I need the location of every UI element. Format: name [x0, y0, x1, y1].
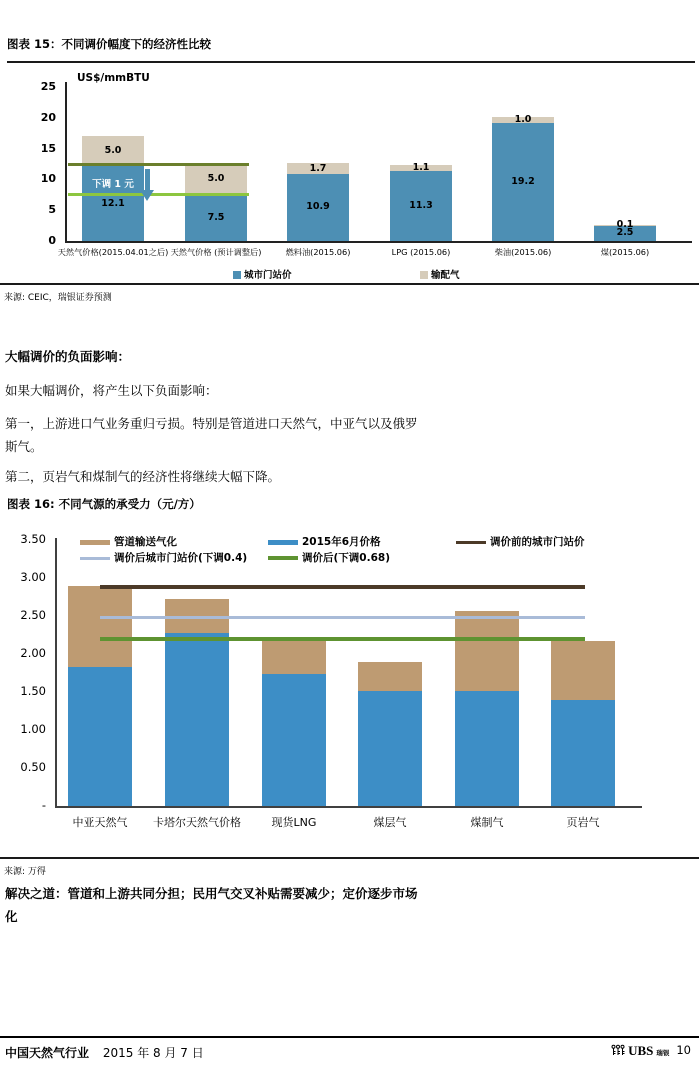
divider-fig15-source	[0, 283, 699, 285]
fig15-bar-value-label: 1.7	[309, 162, 327, 174]
fig16-title: 图表 16: 不同气源的承受力（元/方）	[7, 497, 201, 511]
footer-page-number: 10	[676, 1043, 691, 1057]
fig16-x-axis-label: 中亚天然气	[72, 816, 128, 829]
fig15-source: 来源: CEIC，瑞银证券预测	[4, 293, 112, 303]
fig15-bar-value-label: 10.9	[306, 201, 330, 213]
fig16-bar-segment-pipeline-gas	[358, 662, 422, 692]
fig16-y-tick-label: 0.50	[20, 760, 46, 774]
fig15-bar-value-label: 19.2	[511, 175, 535, 187]
divider-fig16-source	[0, 857, 699, 859]
fig16-y-tick-label: 3.50	[20, 532, 46, 546]
fig15-bar-value-label: 1.0	[514, 113, 532, 125]
fig16-legend-label-pipeline-gas: 管道输送气化	[114, 536, 177, 548]
fig16-y-tick-label: 1.00	[20, 722, 46, 736]
footer-brand-cn: 瑞银	[656, 1049, 670, 1057]
fig16-y-tick-label: -	[41, 798, 46, 812]
fig16-y-tick-label: 2.00	[20, 646, 46, 660]
fig15-pre-adjust-level-line	[68, 163, 249, 166]
fig16-bar-segment-june-price	[455, 691, 519, 806]
fig15-y-tick-label: 20	[40, 110, 56, 124]
fig15-bar-value-label: 0.1	[616, 219, 634, 231]
fig16-y-tick-label: 3.00	[20, 570, 46, 584]
divider-top	[7, 61, 695, 63]
fig15-y-axis-line	[65, 82, 67, 243]
fig16-bar-segment-june-price	[551, 700, 615, 806]
fig15-legend-label-transmission: 输配气	[431, 270, 460, 281]
fig16-x-axis-label: 页岩气	[566, 816, 600, 829]
fig16-chart	[0, 528, 699, 863]
fig15-x-axis-label: 天然气价格 (预计调整后)	[170, 247, 262, 257]
fig15-chart	[0, 70, 699, 270]
fig15-x-axis-label: 燃料油(2015.06)	[285, 247, 351, 257]
fig16-bar-segment-june-price	[358, 691, 422, 806]
fig15-x-axis-label: 天然气价格(2015.04.01之后)	[57, 247, 169, 257]
fig15-y-tick-label: 5	[48, 203, 56, 217]
fig16-bar-segment-pipeline-gas	[262, 640, 326, 673]
fig15-bar-value-label: 5.0	[207, 173, 225, 185]
fig16-bar-segment-pipeline-gas	[455, 611, 519, 692]
paragraph-second: 第二，页岩气和煤制气的经济性将继续大幅下降。	[5, 469, 281, 484]
footer-right	[611, 1044, 691, 1057]
fig16-legend-swatch-post-adjust-068	[268, 556, 298, 560]
fig15-bar-value-label: 7.5	[207, 211, 225, 223]
fig15-bar-value-label: 11.3	[409, 200, 433, 212]
fig16-y-axis-line	[55, 538, 57, 808]
fig16-legend-label-post-adjust-04: 调价后城市门站价(下调0.4)	[114, 552, 248, 564]
fig15-legend-swatch-transmission	[420, 271, 428, 279]
fig15-y-tick-label: 10	[40, 172, 56, 186]
fig16-x-axis-line	[55, 806, 642, 808]
solution-heading-line1: 解决之道：管道和上游共同分担；民用气交叉补贴需要减少；定价逐步市场	[5, 886, 418, 901]
fig16-legend-label-post-adjust-068: 调价后(下调0.68)	[302, 552, 391, 564]
fig16-x-axis-label: 煤层气	[373, 816, 407, 829]
fig15-x-axis-label: 柴油(2015.06)	[494, 247, 552, 257]
fig16-y-tick-label: 2.50	[20, 608, 46, 622]
fig16-legend-label-june-price: 2015年6月价格	[302, 536, 381, 548]
fig15-legend-label-city-gate: 城市门站价	[244, 270, 292, 281]
fig15-y-tick-label: 0	[48, 234, 56, 247]
fig15-bar-value-label: 2.5	[616, 227, 634, 239]
fig16-bar-segment-pipeline-gas	[68, 586, 132, 667]
fig15-x-axis-label: 煤(2015.06)	[600, 247, 650, 257]
fig16-bar-segment-june-price	[262, 674, 326, 806]
paragraph-intro: 如果大幅调价，将产生以下负面影响：	[5, 383, 218, 398]
fig15-legend-swatch-city-gate	[233, 271, 241, 279]
fig16-level-line	[100, 585, 585, 589]
fig15-post-adjust-level-line	[68, 193, 249, 196]
fig16-legend-swatch-post-adjust-04	[80, 557, 110, 560]
fig15-title: 图表 15：不同调价幅度下的经济性比较	[7, 37, 212, 51]
fig15-y-tick-label: 15	[40, 141, 56, 155]
footer-divider	[0, 1036, 699, 1038]
footer-left	[5, 1044, 204, 1061]
fig15-down-arrow-head	[140, 190, 154, 201]
fig16-bar-segment-june-price	[165, 633, 229, 806]
fig16-legend-swatch-pre-adjust-line	[456, 541, 486, 544]
fig16-legend-swatch-pipeline-gas	[80, 540, 110, 545]
fig15-x-axis-label: LPG (2015.06)	[391, 247, 451, 257]
fig15-bar-value-label: 1.1	[412, 162, 430, 173]
footer-date: 2015 年 8 月 7 日	[102, 1046, 204, 1060]
fig15-y-tick-label: 25	[40, 80, 56, 93]
footer-brand: UBS	[628, 1043, 654, 1058]
solution-heading-line2: 化	[5, 909, 18, 924]
fig15-down-arrow-shaft	[145, 169, 150, 191]
paragraph-first-line2: 斯气。	[5, 439, 43, 454]
fig16-level-line	[100, 616, 585, 619]
section-heading-negative-impact: 大幅调价的负面影响：	[5, 349, 131, 364]
fig15-y-axis-unit: US$/mmBTU	[77, 72, 150, 84]
fig16-x-axis-label: 卡塔尔天然气价格	[153, 816, 241, 829]
fig15-x-axis-line	[65, 241, 692, 243]
fig15-bar-value-label: 12.1	[101, 197, 125, 209]
fig16-level-line	[100, 637, 585, 641]
fig16-legend-label-pre-adjust-line: 调价前的城市门站价	[490, 536, 585, 548]
fig16-x-axis-label: 现货LNG	[271, 816, 317, 829]
fig16-x-axis-label: 煤制气	[470, 816, 504, 829]
fig16-legend-swatch-june-price	[268, 540, 298, 545]
paragraph-first-line1: 第一，上游进口气业务重归亏损。特别是管道进口天然气，中亚气以及俄罗	[5, 416, 418, 431]
fig16-bar-segment-june-price	[68, 667, 132, 806]
fig16-y-tick-label: 1.50	[20, 684, 46, 698]
fig16-source: 来源: 万得	[4, 867, 46, 877]
fig15-down-arrow-label: 下调 1 元	[92, 179, 134, 190]
footer-industry: 中国天然气行业	[5, 1046, 90, 1060]
fig15-bar-value-label: 5.0	[104, 145, 122, 157]
ubs-keys-icon	[611, 1044, 625, 1057]
fig16-bar-segment-pipeline-gas	[551, 641, 615, 700]
